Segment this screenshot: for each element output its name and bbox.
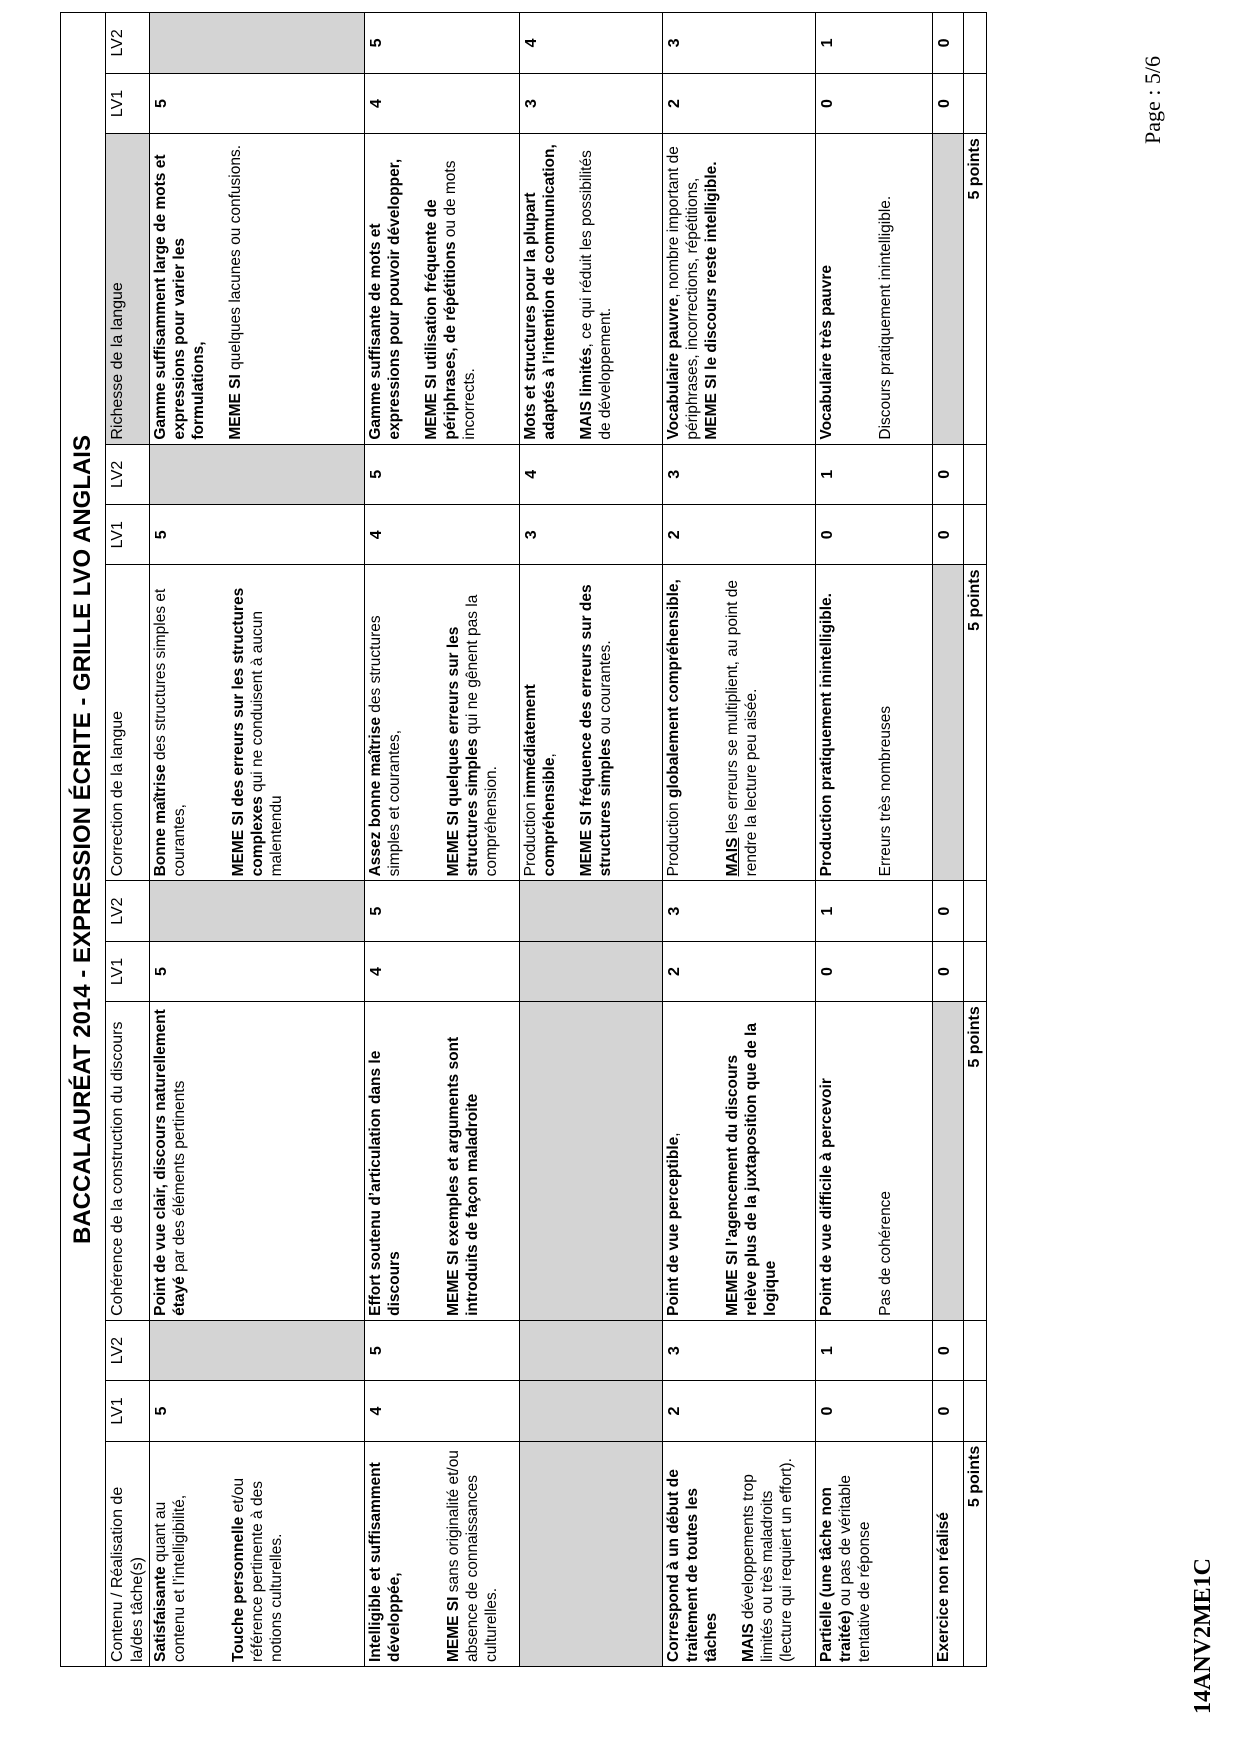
- score-lv2: 3: [663, 444, 816, 504]
- score-lv2: 5: [365, 444, 520, 504]
- cell-correction: Production pratiquement inintelligible. Erreurs très nombreuses: [816, 565, 933, 881]
- score-lv1: 4: [365, 73, 520, 133]
- cell-coherence: Point de vue perceptible, MEME SI l’agencement du discours relève plus de la juxtaposition que de la logique: [663, 1002, 816, 1321]
- header-lv2: LV2: [106, 444, 150, 504]
- score-lv1: 0: [933, 73, 964, 133]
- cell-empty: [933, 565, 964, 881]
- cell-empty: [964, 444, 987, 504]
- score-lv1: 0: [816, 1381, 933, 1441]
- score-lv1: 3: [520, 505, 663, 565]
- header-lv1: LV1: [106, 505, 150, 565]
- score-lv2: [150, 13, 365, 74]
- score-lv1: 0: [816, 941, 933, 1001]
- total-richesse: 5 points: [964, 134, 987, 444]
- header-lv1: LV1: [106, 73, 150, 133]
- header-coherence: Cohérence de la construction du discours: [106, 1002, 150, 1321]
- cell-coherence: Effort soutenu d’articulation dans le discours MEME SI exemples et arguments sont introduits de façon maladroite: [365, 1002, 520, 1321]
- score-lv2: 5: [365, 13, 520, 74]
- score-lv1: 0: [933, 941, 964, 1001]
- cell-richesse: Vocabulaire très pauvre Discours pratiquement inintelligible.: [816, 134, 933, 444]
- header-lv2: LV2: [106, 13, 150, 74]
- cell-empty: [964, 941, 987, 1001]
- cell-contenu-empty: [520, 1441, 663, 1666]
- table-row: [150, 13, 365, 1667]
- score-lv1: 4: [365, 941, 520, 1001]
- score-lv2: 0: [933, 444, 964, 504]
- cell-richesse: Gamme suffisante de mots et expressions pour pouvoir développer, MEME SI utilisation fréquente de périphrases, de répétitions ou de mots incorrects.: [365, 134, 520, 444]
- cell-empty: [964, 73, 987, 133]
- score-lv1: 4: [365, 1381, 520, 1441]
- score-lv2: 1: [816, 13, 933, 74]
- score-lv2: 0: [933, 1320, 964, 1380]
- header-row: [106, 13, 150, 1667]
- cell-correction: Bonne maîtrise des structures simples et courantes, MEME SI des erreurs sur les structures complexes qui ne conduisent à aucun malentendu: [150, 565, 365, 881]
- header-contenu: Contenu / Réalisation de la/des tâche(s): [106, 1441, 150, 1666]
- totals-row: [964, 13, 987, 1667]
- table-row-non-realise: [933, 13, 964, 1667]
- score-lv1: 4: [365, 505, 520, 565]
- table-row: [365, 13, 520, 1667]
- document-title: BACCALAURÉAT 2014 - EXPRESSION ÉCRITE - GRILLE LVO ANGLAIS: [61, 13, 106, 1667]
- cell-empty: [964, 13, 987, 74]
- cell-contenu: Intelligible et suffisamment développée, MEME SI sans originalité et/ou absence de connaissances culturelles.: [365, 1441, 520, 1666]
- score-lv1: 2: [663, 505, 816, 565]
- score-lv1: 0: [816, 505, 933, 565]
- total-coherence: 5 points: [964, 1002, 987, 1321]
- cell-correction: Production globalement compréhensible, MAIS les erreurs se multiplient, au point de rendre la lecture peu aisée.: [663, 565, 816, 881]
- cell-empty: [933, 134, 964, 444]
- total-contenu: 5 points: [964, 1441, 987, 1666]
- score-lv2: [150, 881, 365, 941]
- score-lv1-empty: [520, 941, 663, 1001]
- score-lv1: 5: [150, 1381, 365, 1441]
- score-lv2-empty: [520, 1320, 663, 1380]
- score-lv2: [150, 444, 365, 504]
- cell-empty: [964, 1381, 987, 1441]
- cell-non-realise: Exercice non réalisé: [933, 1441, 964, 1666]
- score-lv1: 0: [933, 1381, 964, 1441]
- score-lv1: 2: [663, 73, 816, 133]
- score-lv2: 4: [520, 444, 663, 504]
- cell-correction: Production immédiatement compréhensible, MEME SI fréquence des erreurs sur des structures simples ou courantes.: [520, 565, 663, 881]
- cell-richesse: Vocabulaire pauvre, nombre important de périphrases, incorrections, répétitions, MEME SI le discours reste intelligible.: [663, 134, 816, 444]
- cell-contenu: Satisfaisante quant au contenu et l’intelligibilité, Touche personnelle et/ou référence pertinente à des notions culturelles.: [150, 1441, 365, 1666]
- cell-coherence: Point de vue clair, discours naturellement étayé par des éléments pertinents: [150, 1002, 365, 1321]
- score-lv2: 1: [816, 881, 933, 941]
- cell-richesse: Mots et structures pour la plupart adaptés à l’intention de communication, MAIS limités, ce qui réduit les possibilités de développement.: [520, 134, 663, 444]
- score-lv1: 5: [150, 505, 365, 565]
- score-lv2-empty: [520, 881, 663, 941]
- cell-empty: [933, 1002, 964, 1321]
- header-richesse: Richesse de la langue: [106, 134, 150, 444]
- cell-empty: [964, 881, 987, 941]
- score-lv2: 0: [933, 881, 964, 941]
- table-row: [663, 13, 816, 1667]
- score-lv2: 3: [663, 881, 816, 941]
- header-lv1: LV1: [106, 1381, 150, 1441]
- score-lv2: 4: [520, 13, 663, 74]
- cell-empty: [964, 505, 987, 565]
- score-lv2: 3: [663, 13, 816, 74]
- score-lv1: 0: [816, 73, 933, 133]
- score-lv2: 1: [816, 1320, 933, 1380]
- cell-coherence-empty: [520, 1002, 663, 1321]
- cell-coherence: Point de vue difficile à percevoir Pas de cohérence: [816, 1002, 933, 1321]
- cell-richesse: Gamme suffisamment large de mots et expressions pour varier les formulations, MEME SI quelques lacunes ou confusions.: [150, 134, 365, 444]
- score-lv2: 1: [816, 444, 933, 504]
- score-lv1: 2: [663, 941, 816, 1001]
- total-correction: 5 points: [964, 565, 987, 881]
- score-lv2: 3: [663, 1320, 816, 1380]
- header-lv1: LV1: [106, 941, 150, 1001]
- score-lv1: 5: [150, 73, 365, 133]
- score-lv1-empty: [520, 1381, 663, 1441]
- cell-contenu: Correspond à un début de traitement de toutes les tâches MAIS développements trop limités ou très maladroits (lecture qui requiert un effort).: [663, 1441, 816, 1666]
- score-lv2: [150, 1320, 365, 1380]
- document-code: 14ANV2ME1C: [1190, 1558, 1216, 1714]
- score-lv2: 5: [365, 881, 520, 941]
- header-lv2: LV2: [106, 881, 150, 941]
- score-lv1: 2: [663, 1381, 816, 1441]
- cell-correction: Assez bonne maîtrise des structures simples et courantes, MEME SI quelques erreurs sur les structures simples qui ne gênent pas la compréhension.: [365, 565, 520, 881]
- grading-grid: [60, 12, 987, 1667]
- page-number: Page : 5/6: [1140, 56, 1165, 144]
- score-lv1: 5: [150, 941, 365, 1001]
- score-lv2: 0: [933, 13, 964, 74]
- header-lv2: LV2: [106, 1320, 150, 1380]
- score-lv1: 3: [520, 73, 663, 133]
- cell-contenu: Partielle (une tâche non traitée) ou pas de véritable tentative de réponse: [816, 1441, 933, 1666]
- score-lv2: 5: [365, 1320, 520, 1380]
- header-correction: Correction de la langue: [106, 565, 150, 881]
- table-row: [520, 13, 663, 1667]
- score-lv1: 0: [933, 505, 964, 565]
- table-row: [816, 13, 933, 1667]
- cell-empty: [964, 1320, 987, 1380]
